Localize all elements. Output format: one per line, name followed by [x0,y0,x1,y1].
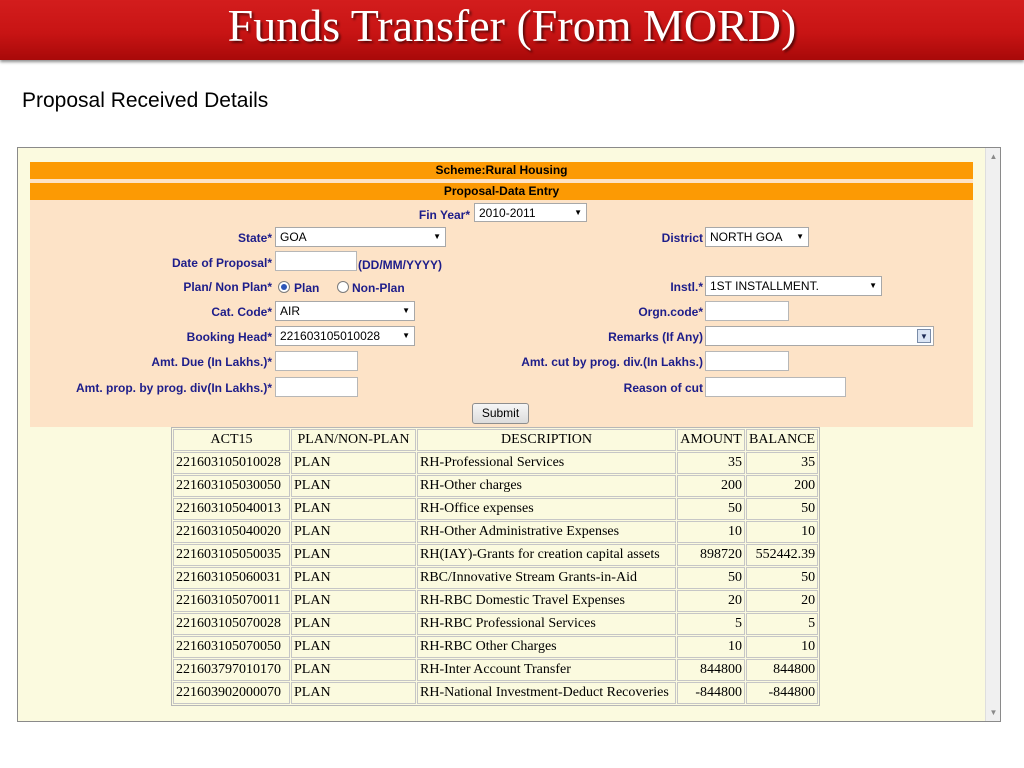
plan-type-label: Plan/ Non Plan* [183,280,272,294]
plan-type-cell: PLAN [291,452,416,474]
non-plan-radio[interactable] [337,281,349,293]
amount-cell: 35 [677,452,745,474]
fin-year-select[interactable] [474,203,587,222]
amt-due-input[interactable] [275,351,358,371]
amount-cell: 844800 [677,659,745,681]
table-row [173,590,818,612]
balance-cell: 50 [746,567,818,589]
balance-cell: 552442.39 [746,544,818,566]
column-header-plan-non-plan: PLAN/NON-PLAN [291,429,416,451]
chevron-down-icon: ▼ [574,208,582,217]
plan-type-cell: PLAN [291,590,416,612]
plan-type-cell: PLAN [291,544,416,566]
district-value: NORTH GOA [710,230,783,244]
description-cell: RH-Other Administrative Expenses [417,521,676,543]
vertical-scrollbar[interactable] [985,148,1000,721]
amount-cell: 10 [677,521,745,543]
amount-cell: 20 [677,590,745,612]
description-cell: RH-Inter Account Transfer [417,659,676,681]
plan-radio-label[interactable]: Plan [294,281,320,295]
balance-cell: 10 [746,521,818,543]
plan-type-cell: PLAN [291,659,416,681]
table-row [173,498,818,520]
description-cell: RH-Office expenses [417,498,676,520]
description-cell: RH-Other charges [417,475,676,497]
fin-year-value: 2010-2011 [479,206,536,220]
allocation-table [171,427,820,706]
amount-cell: 50 [677,498,745,520]
amt-cut-label: Amt. cut by prog. div.(In Lakhs.) [521,355,703,369]
balance-cell: -844800 [746,682,818,704]
plan-type-cell: PLAN [291,636,416,658]
scroll-up-arrow-icon[interactable]: ▲ [989,152,998,161]
balance-cell: 200 [746,475,818,497]
slide-subtitle: Proposal Received Details [22,89,269,112]
act15-cell: 221603105070011 [173,590,290,612]
date-format-hint: (DD/MM/YYYY) [358,258,442,272]
date-of-proposal-input[interactable] [275,251,357,271]
balance-cell: 10 [746,636,818,658]
description-cell: RH-Professional Services [417,452,676,474]
plan-type-cell: PLAN [291,682,416,704]
description-cell: RBC/Innovative Stream Grants-in-Aid [417,567,676,589]
description-cell: RH-National Investment-Deduct Recoveries [417,682,676,704]
amount-cell: 10 [677,636,745,658]
chevron-down-icon: ▼ [402,331,410,340]
slide-title: Funds Transfer (From MORD) [227,0,797,51]
non-plan-radio-label[interactable]: Non-Plan [352,281,405,295]
amount-cell: 50 [677,567,745,589]
table-row [173,613,818,635]
district-select[interactable] [705,227,809,247]
plan-type-cell: PLAN [291,567,416,589]
description-cell: RH-RBC Professional Services [417,613,676,635]
cat-code-select[interactable] [275,301,415,321]
amount-cell: 200 [677,475,745,497]
instl-label: Instl.* [670,280,703,294]
instl-select[interactable] [705,276,882,296]
scroll-down-arrow-icon[interactable]: ▼ [989,708,998,717]
chevron-down-icon: ▼ [796,232,804,241]
table-header-row [173,429,818,451]
act15-cell: 221603105070050 [173,636,290,658]
act15-cell: 221603105060031 [173,567,290,589]
amount-cell: 898720 [677,544,745,566]
description-cell: RH(IAY)-Grants for creation capital assets [417,544,676,566]
table-row [173,567,818,589]
orgn-code-label: Orgn.code* [638,305,703,319]
plan-type-cell: PLAN [291,475,416,497]
balance-cell: 35 [746,452,818,474]
orgn-code-input[interactable] [705,301,789,321]
booking-head-select[interactable] [275,326,415,346]
date-of-proposal-label: Date of Proposal* [171,256,272,270]
booking-head-value: 221603105010028 [280,329,381,343]
act15-cell: 221603105050035 [173,544,290,566]
table-row [173,521,818,543]
column-header-act15: ACT15 [173,429,290,451]
table-row [173,682,818,704]
state-select[interactable] [275,227,446,247]
amt-due-label: Amt. Due (In Lakhs.)* [151,355,272,369]
balance-cell: 50 [746,498,818,520]
balance-cell: 844800 [746,659,818,681]
cat-code-label: Cat. Code* [211,305,272,319]
amount-cell: 5 [677,613,745,635]
plan-type-cell: PLAN [291,498,416,520]
scheme-header: Scheme:Rural Housing [30,162,973,179]
reason-of-cut-input[interactable] [705,377,846,397]
amt-prop-input[interactable] [275,377,358,397]
chevron-down-icon: ▼ [433,232,441,241]
act15-cell: 221603797010170 [173,659,290,681]
chevron-down-icon: ▼ [402,306,410,315]
table-row [173,636,818,658]
act15-cell: 221603902000070 [173,682,290,704]
column-header-description: DESCRIPTION [417,429,676,451]
description-cell: RH-RBC Other Charges [417,636,676,658]
amount-cell: -844800 [677,682,745,704]
plan-type-cell: PLAN [291,613,416,635]
plan-radio[interactable] [278,281,290,293]
column-header-balance: BALANCE [746,429,818,451]
fin-year-label: Fin Year* [418,208,470,222]
act15-cell: 221603105040013 [173,498,290,520]
district-label: District [661,231,703,245]
act15-cell: 221603105070028 [173,613,290,635]
table-row [173,544,818,566]
booking-head-label: Booking Head* [186,330,272,344]
table-body [173,452,818,704]
remarks-label: Remarks (If Any) [608,330,703,344]
state-label: State* [237,231,272,245]
act15-cell: 221603105030050 [173,475,290,497]
submit-button[interactable]: Submit [472,403,529,424]
act15-cell: 221603105010028 [173,452,290,474]
chevron-down-icon: ▼ [917,329,931,343]
act15-cell: 221603105040020 [173,521,290,543]
remarks-select[interactable] [705,326,934,346]
amt-cut-input[interactable] [705,351,789,371]
balance-cell: 20 [746,590,818,612]
instl-value: 1ST INSTALLMENT. [710,279,819,293]
description-cell: RH-RBC Domestic Travel Expenses [417,590,676,612]
balance-cell: 5 [746,613,818,635]
state-value: GOA [280,230,307,244]
table-row [173,452,818,474]
proposal-data-entry-header: Proposal-Data Entry [30,183,973,200]
table-row [173,659,818,681]
reason-of-cut-label: Reason of cut [623,381,703,395]
cat-code-value: AIR [280,304,301,318]
column-header-amount: AMOUNT [677,429,745,451]
amt-prop-label: Amt. prop. by prog. div(In Lakhs.)* [75,381,272,395]
chevron-down-icon: ▼ [869,281,877,290]
plan-type-cell: PLAN [291,521,416,543]
table-row [173,475,818,497]
